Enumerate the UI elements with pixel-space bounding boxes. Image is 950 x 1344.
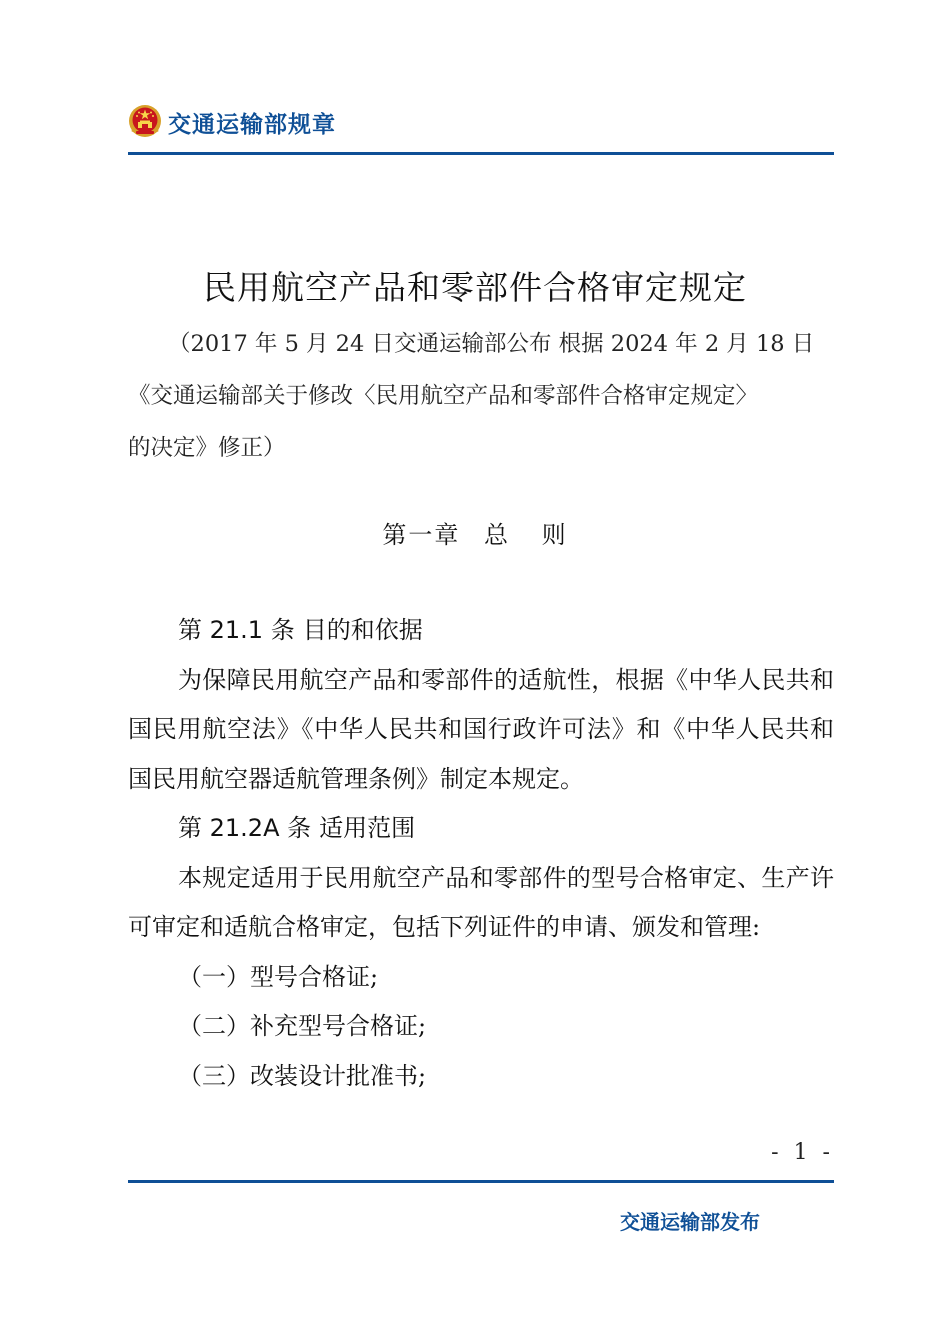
article-heading — [128, 804, 834, 854]
document-title: 民用航空产品和零部件合格审定规定 — [203, 268, 747, 307]
page-header — [128, 100, 834, 156]
article-number: 第 21.2A 条 — [178, 814, 312, 842]
chapter-heading — [0, 515, 950, 550]
chapter-name: 则 — [541, 521, 568, 549]
note-line: （2017 年 5 月 24 日交通运输部公布 根据 2024 年 2 月 18 日 — [168, 331, 815, 357]
header-title: 交通运输部规章 — [168, 112, 336, 138]
article-title: 目的和依据 — [302, 616, 423, 644]
article-text: 为保障民用航空产品和零部件的适航性，根据《中华人民共和国民用航空法》《中华人民共和国行政许可法》和《中华人民共和国民用航空器适航管理条例》制定本规定。 — [128, 665, 834, 793]
chapter-name: 总 — [484, 521, 510, 549]
footer-divider — [128, 1180, 834, 1183]
list-item: （一）型号合格证; — [178, 962, 379, 991]
header-divider — [128, 152, 834, 155]
list-item: （二）补充型号合格证; — [178, 1012, 427, 1040]
article-text: 本规定适用于民用航空产品和零部件的型号合格审定、生产许可审定和适航合格审定，包括下列证件的申请、颁发和管理: — [128, 863, 834, 941]
document-note — [128, 318, 834, 474]
footer-publisher: 交通运输部发布 — [620, 1210, 760, 1234]
list-item: （三）改装设计批准书; — [178, 1061, 427, 1090]
page-number: - 1 - — [771, 1140, 834, 1165]
article-number: 第 21.1 条 — [178, 616, 295, 644]
national-emblem-icon — [128, 104, 162, 138]
article-title: 适用范围 — [319, 814, 416, 842]
chapter-number: 第一章 — [382, 521, 461, 549]
note-line: 的决定》修正） — [128, 435, 286, 461]
note-line: 《交通运输部关于修改〈民用航空产品和零部件合格审定规定〉 — [128, 383, 759, 409]
document-body — [128, 606, 834, 1101]
article-heading — [128, 606, 834, 656]
